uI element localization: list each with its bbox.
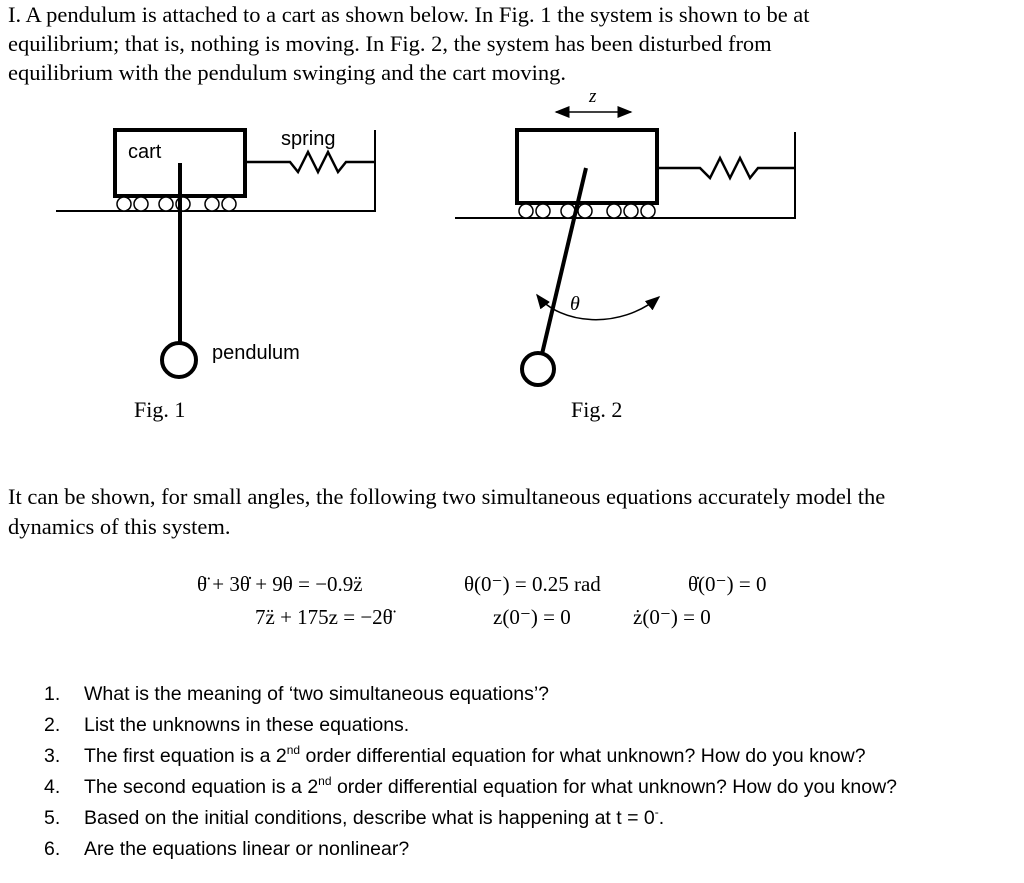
fig2-pendulum-bob <box>522 353 554 385</box>
question-text-post: . <box>658 807 665 829</box>
question-number: 4. <box>44 776 61 798</box>
model-line-2: dynamics of this system. <box>8 514 231 539</box>
ordinal-suffix: nd <box>318 774 332 788</box>
model-description <box>8 482 885 542</box>
spring-label: spring <box>281 128 336 150</box>
question-text: Are the equations linear or nonlinear? <box>84 838 410 860</box>
question-2 <box>44 710 897 741</box>
question-3 <box>44 741 897 772</box>
fig2-spring <box>657 158 795 178</box>
figure-1 <box>56 130 376 377</box>
ordinal-suffix: nd <box>286 743 301 757</box>
fig2-caption: Fig. 2 <box>571 397 623 422</box>
equation-1-ic-theta-dot: θ̇(0⁻) = 0 <box>688 572 767 596</box>
question-6 <box>44 834 897 865</box>
fig2-pendulum-rod <box>542 168 586 354</box>
question-text-pre: Based on the initial conditions, describe what is happening at t = 0 <box>84 807 655 829</box>
intro-line-1: I. A pendulum is attached to a cart as shown below. In Fig. 1 the system is shown to be at <box>8 2 810 27</box>
question-text: List the unknowns in these equations. <box>84 714 410 736</box>
fig1-wheels <box>117 197 236 211</box>
fig1-pendulum-bob <box>162 343 196 377</box>
question-number: 1. <box>44 683 61 705</box>
time-superscript: - <box>654 805 659 819</box>
question-text-post: order differential equation for what unknown? How do you know? <box>300 745 866 767</box>
question-number: 5. <box>44 807 61 829</box>
fig2-wheels <box>519 204 655 218</box>
question-number: 2. <box>44 714 61 736</box>
question-5 <box>44 803 897 834</box>
equation-2: 7z̈ + 175z = −2θ̈ <box>255 605 393 629</box>
intro-line-2: equilibrium; that is, nothing is moving. In Fig. 2, the system has been disturbed from <box>8 31 772 56</box>
question-number: 3. <box>44 745 61 767</box>
figure-2 <box>455 112 796 385</box>
model-line-1: It can be shown, for small angles, the following two simultaneous equations accurately model the <box>8 484 886 509</box>
z-displacement-label: z <box>589 86 597 107</box>
question-text-pre: The second equation is a 2 <box>84 776 319 798</box>
problem-intro <box>8 0 1018 87</box>
question-text: What is the meaning of ‘two simultaneous equations’? <box>84 683 550 705</box>
equation-1-ic-theta: θ(0⁻) = 0.25 rad <box>464 572 601 596</box>
question-number: 6. <box>44 838 61 860</box>
fig1-caption: Fig. 1 <box>134 397 186 422</box>
theta-angle-label: θ <box>570 293 580 315</box>
question-text-post: order differential equation for what unknown? How do you know? <box>331 776 898 798</box>
question-1 <box>44 679 897 710</box>
fig2-cart <box>517 130 657 203</box>
fig1-spring <box>245 152 375 172</box>
cart-pendulum-figures <box>0 85 820 405</box>
question-4 <box>44 772 897 803</box>
intro-line-3: equilibrium with the pendulum swinging and the cart moving. <box>8 60 567 85</box>
equation-2-ic-z-dot: ż(0⁻) = 0 <box>633 605 711 629</box>
pendulum-label: pendulum <box>212 342 300 364</box>
equation-1: θ̈ + 3θ̇ + 9θ = −0.9z̈ <box>197 572 363 596</box>
question-list <box>44 679 897 865</box>
question-text-pre: The first equation is a 2 <box>84 745 287 767</box>
cart-label: cart <box>128 141 162 163</box>
equation-2-ic-z: z(0⁻) = 0 <box>493 605 571 629</box>
